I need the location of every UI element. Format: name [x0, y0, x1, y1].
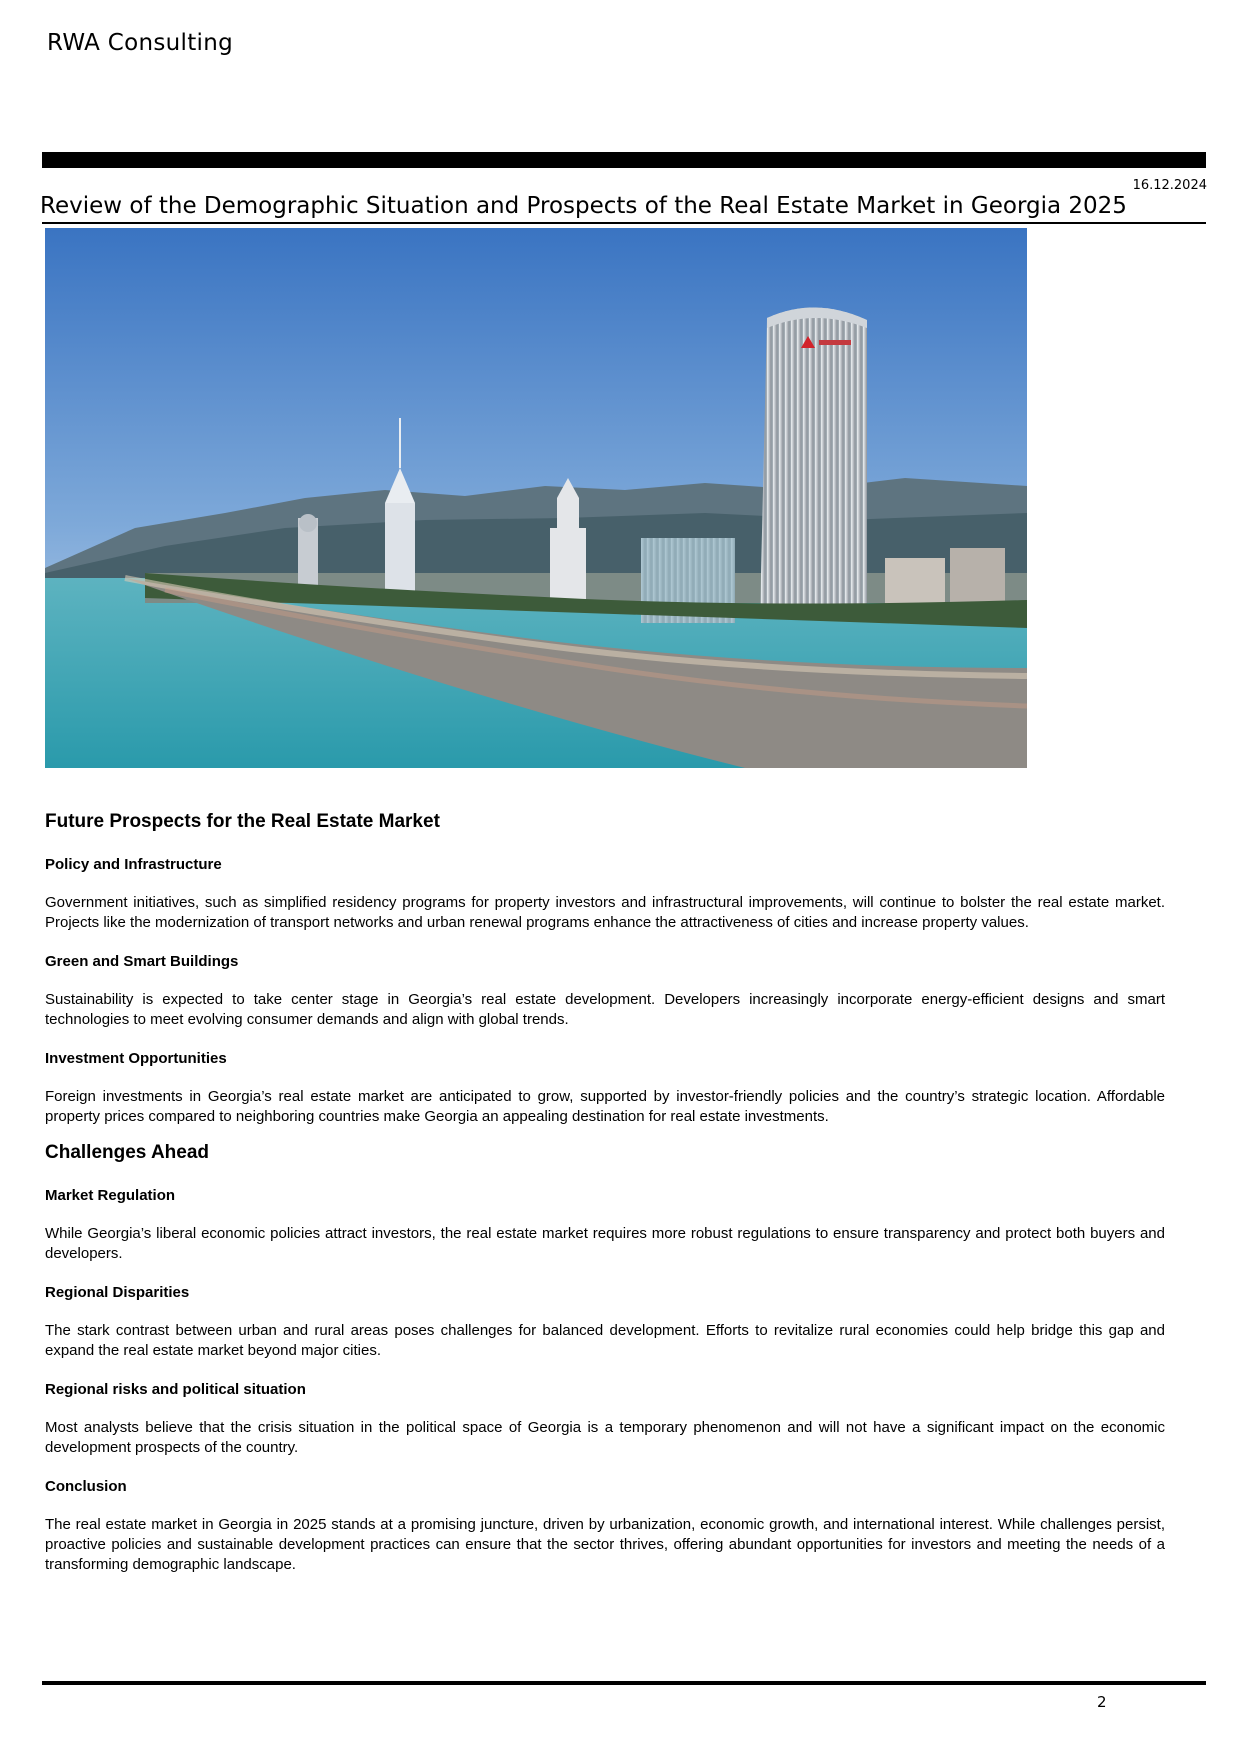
paragraph: Government initiatives, such as simplified residency programs for property investors and infrastructural improvements, will continue to bolster the real estate market. Projects like the modernization of transport networks and urban renewal programs enhance the attractiveness of cities and increase property values. [45, 894, 1165, 931]
subsection-heading: Policy and Infrastructure [45, 856, 222, 873]
paragraph: The real estate market in Georgia in 2025 stands at a promising juncture, driven by urbanization, economic growth, and international interest. While challenges persist, proactive policies and sustainable development practices can ensure that the sector thrives, offering abundant opportunities for investors and meeting the needs of a transforming demographic landscape. [45, 1516, 1165, 1573]
subsection-heading: Conclusion [45, 1478, 127, 1495]
hero-image [45, 228, 1027, 768]
paragraph: While Georgia’s liberal economic policies attract investors, the real estate market requires more robust regulations to ensure transparency and protect both buyers and developers. [45, 1225, 1165, 1262]
subsection-heading: Market Regulation [45, 1187, 176, 1204]
subsection-heading: Green and Smart Buildings [45, 953, 239, 970]
article-body [45, 810, 1165, 1594]
title-underline [42, 222, 1206, 224]
subsection-heading: Regional risks and political situation [45, 1381, 306, 1398]
paragraph: The stark contrast between urban and rural areas poses challenges for balanced development. Efforts to revitalize rural economies could help bridge this gap and expand the real estate market beyond major cities. [45, 1322, 1165, 1359]
paragraph: Sustainability is expected to take center stage in Georgia’s real estate development. Developers increasingly incorporate energy-efficient designs and smart technologies to meet evolving consumer demands and align with global trends. [45, 991, 1165, 1028]
header-rule [42, 152, 1206, 168]
paragraph: Most analysts believe that the crisis situation in the political space of Georgia is a temporary phenomenon and will not have a significant impact on the economic development prospects of the country. [45, 1419, 1165, 1456]
page-number: 2 [1097, 1693, 1107, 1711]
subsection-heading: Investment Opportunities [45, 1050, 227, 1067]
section-heading: Future Prospects for the Real Estate Market [45, 811, 440, 832]
document-title: Review of the Demographic Situation and Prospects of the Real Estate Market in Georgia 2025 [40, 193, 1127, 219]
company-name: RWA Consulting [47, 30, 234, 56]
section-heading: Challenges Ahead [45, 1142, 210, 1163]
footer-rule [42, 1681, 1206, 1685]
paragraph: Foreign investments in Georgia’s real estate market are anticipated to grow, supported by investor-friendly policies and the country’s strategic location. Affordable property prices compared to neighboring countries make Georgia an appealing destination for real estate investments. [45, 1088, 1165, 1125]
document-date: 16.12.2024 [1132, 178, 1207, 193]
subsection-heading: Regional Disparities [45, 1284, 190, 1301]
